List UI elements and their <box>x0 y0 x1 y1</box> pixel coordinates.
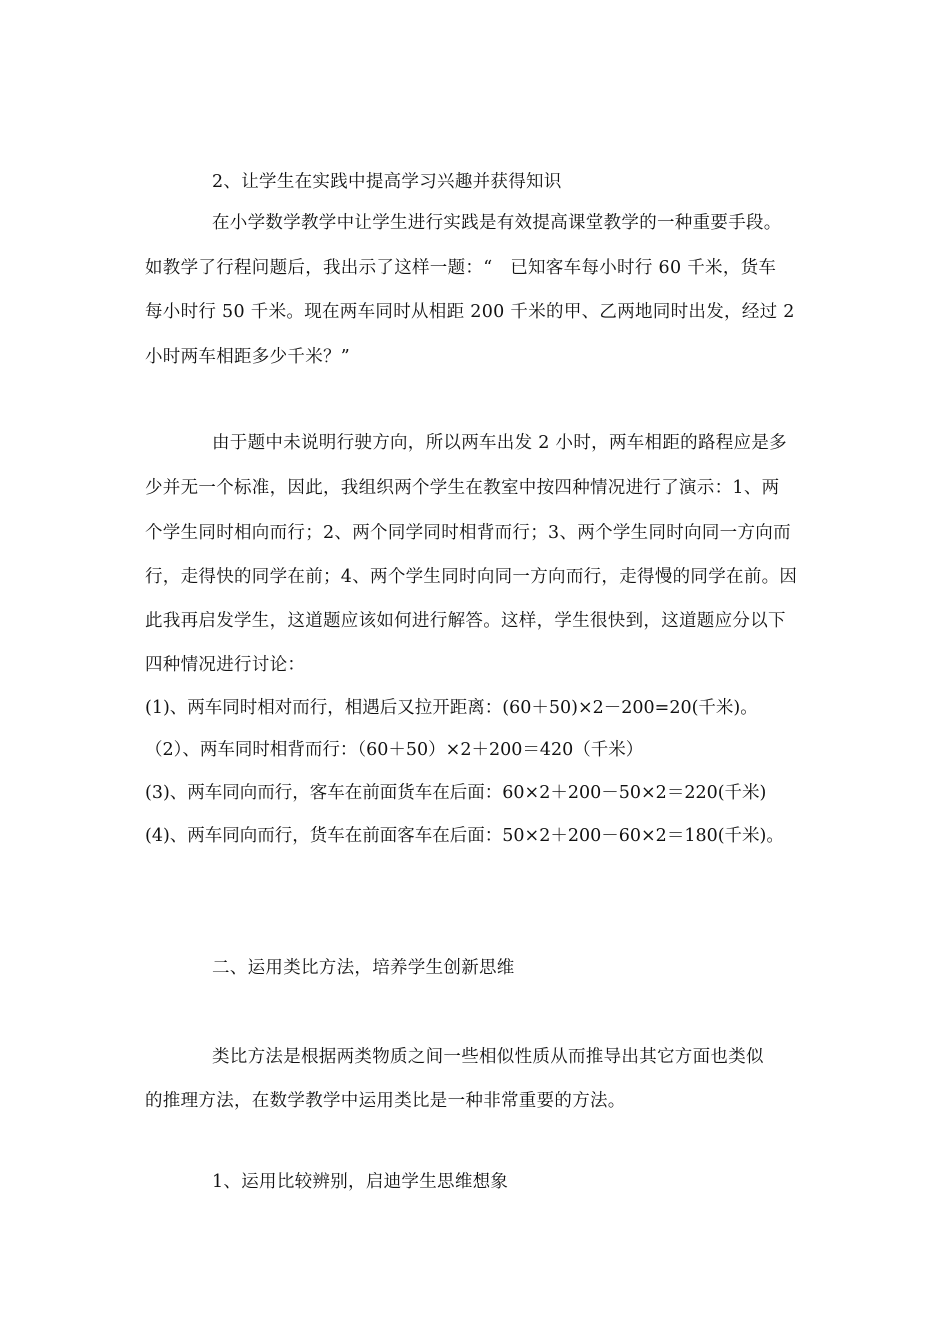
paragraph-line: 由于题中未说明行驶方向，所以两车出发 2 小时，两车相距的路程应是多 <box>212 433 787 453</box>
paragraph-line: 在小学数学教学中让学生进行实践是有效提高课堂教学的一种重要手段。 <box>212 213 782 233</box>
case-item: (1)、两车同时相对而行，相遇后又拉开距离：(60＋50)×2－200=20(千米)。 <box>145 698 758 718</box>
paragraph-line: 的推理方法，在数学教学中运用类比是一种非常重要的方法。 <box>145 1091 626 1111</box>
paragraph-line: 类比方法是根据两类物质之间一些相似性质从而推导出其它方面也类似 <box>212 1047 764 1067</box>
paragraph-line: 四种情况进行讨论： <box>145 655 306 675</box>
paragraph-line: 每小时行 50 千米。现在两车同时从相距 200 千米的甲、乙两地同时出发，经过 2 <box>145 302 795 322</box>
paragraph-line: 行，走得快的同学在前；4、两个学生同时向同一方向而行，走得慢的同学在前。因 <box>145 567 798 587</box>
subsection-heading-practice: 2、让学生在实践中提高学习兴趣并获得知识 <box>212 172 562 192</box>
case-item: (3)、两车同向而行，客车在前面货车在后面：60×2＋200－50×2＝220(千米) <box>145 783 767 803</box>
paragraph-line: 小时两车相距多少千米？” <box>145 347 351 367</box>
paragraph-line: 如教学了行程问题后，我出示了这样一题：“ 已知客车每小时行 60 千米，货车 <box>145 258 777 278</box>
subsection-heading-comparison: 1、运用比较辨别，启迪学生思维想象 <box>212 1172 509 1192</box>
case-item: (4)、两车同向而行，货车在前面客车在后面：50×2＋200－60×2＝180(千米)。 <box>145 826 784 846</box>
paragraph-line: 少并无一个标准，因此，我组织两个学生在教室中按四种情况进行了演示：1、两 <box>145 478 780 498</box>
paragraph-line: 此我再启发学生，这道题应该如何进行解答。这样，学生很快到，这道题应分以下 <box>145 611 786 631</box>
section-heading: 二、运用类比方法，培养学生创新思维 <box>212 958 515 978</box>
case-item: （2）、两车同时相背而行：（60＋50）×2＋200＝420（千米） <box>145 740 644 760</box>
paragraph-line: 个学生同时相向而行；2、两个同学同时相背而行；3、两个学生同时向同一方向而 <box>145 523 791 543</box>
